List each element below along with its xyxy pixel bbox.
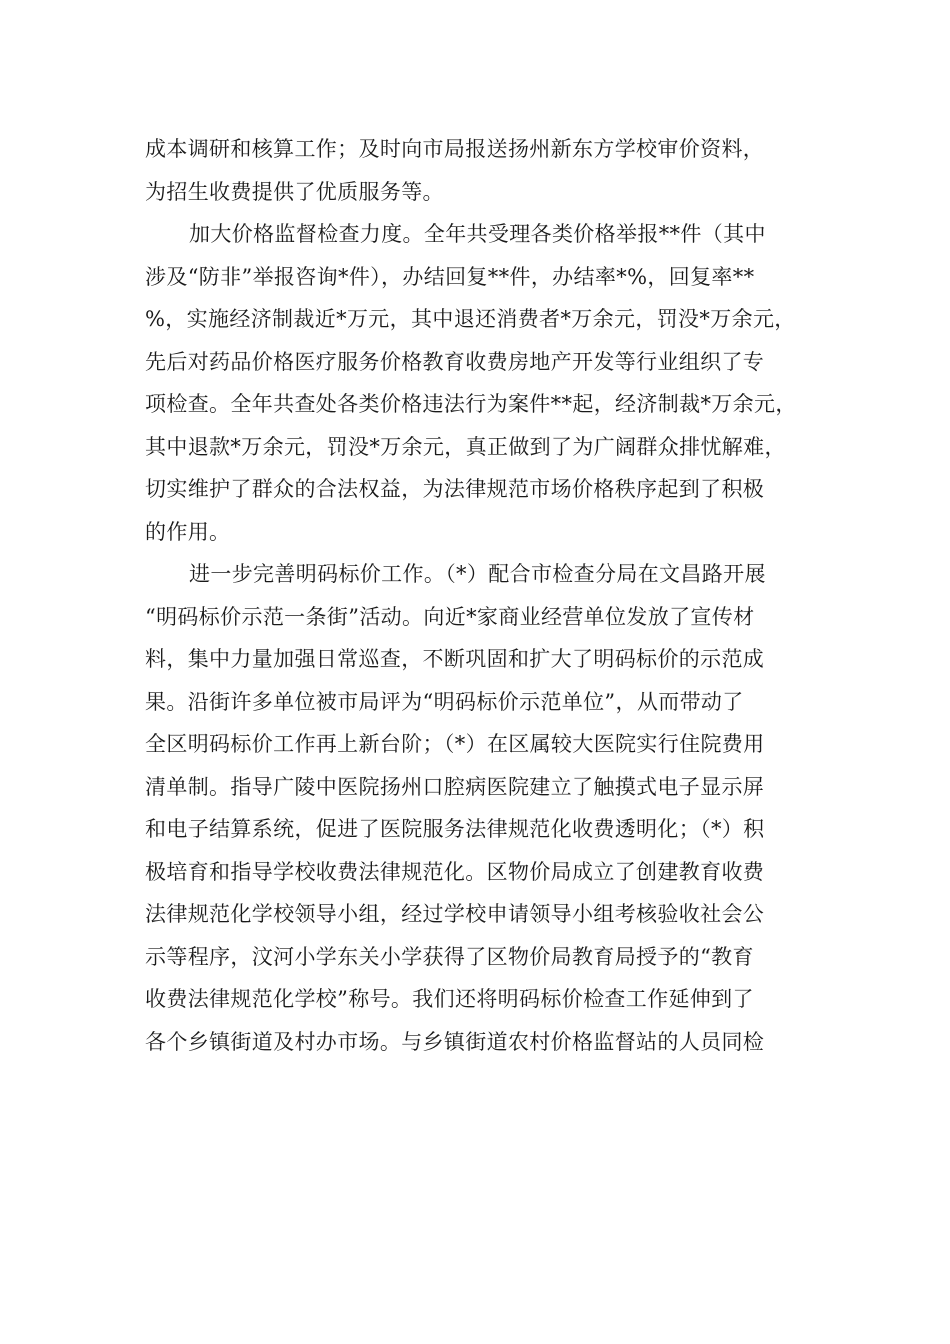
text-line: 果。沿街许多单位被市局评为“明码标价示范单位”，从而带动了 [145,689,744,714]
text-line: 各个乡镇街道及村办市场。与乡镇街道农村价格监督站的人员同检 [145,1029,765,1054]
text-line: 料，集中力量加强日常巡查，不断巩固和扩大了明码标价的示范成 [145,647,765,671]
text-line: 和电子结算系统，促进了医院服务法律规范化收费透明化；（*）积 [145,817,765,841]
text-line: 清单制。指导广陵中医院扬州口腔病医院建立了触摸式电子显示屏 [145,774,765,799]
body-text [145,128,810,1063]
text-line: 成本调研和核算工作；及时向市局报送扬州新东方学校审价资料， [145,137,765,161]
text-line: %，实施经济制裁近*万元，其中退还消费者*万余元，罚没*万余元， [145,307,796,331]
text-line: 全区明码标价工作再上新台阶；（*）在区属较大医院实行住院费用 [145,732,765,756]
text-line: 先后对药品价格医疗服务价格教育收费房地产开发等行业组织了专 [145,349,765,374]
text-line: 收费法律规范化学校”称号。我们还将明码标价检查工作延伸到了 [145,987,754,1011]
text-line: 极培育和指导学校收费法律规范化。区物价局成立了创建教育收费 [145,859,765,884]
text-line: 切实维护了群众的合法权益，为法律规范市场价格秩序起到了积极 [145,477,765,501]
text-line: 项检查。全年共查处各类价格违法行为案件**起，经济制裁*万余元， [145,392,797,416]
text-line: 涉及“防非”举报咨询*件），办结回复**件，办结率*%，回复率** [145,264,755,289]
text-line: 示等程序，汶河小学东关小学获得了区物价局教育局授予的“教育 [145,944,754,969]
paragraph-start-line: 进一步完善明码标价工作。（*）配合市检查分局在文昌路开展 [189,562,766,586]
paragraph-start-line: 加大价格监督检查力度。全年共受理各类价格举报**件（其中 [189,222,766,246]
text-line: 为招生收费提供了优质服务等。 [145,179,444,204]
text-line: “明码标价示范一条街”活动。向近*家商业经营单位发放了宣传材 [145,604,755,629]
text-line: 其中退款*万余元，罚没*万余元，真正做到了为广阔群众排忧解难， [145,434,786,459]
text-line: 的作用。 [145,519,231,544]
text-line: 法律规范化学校领导小组，经过学校申请领导小组考核验收社会公 [145,902,765,926]
